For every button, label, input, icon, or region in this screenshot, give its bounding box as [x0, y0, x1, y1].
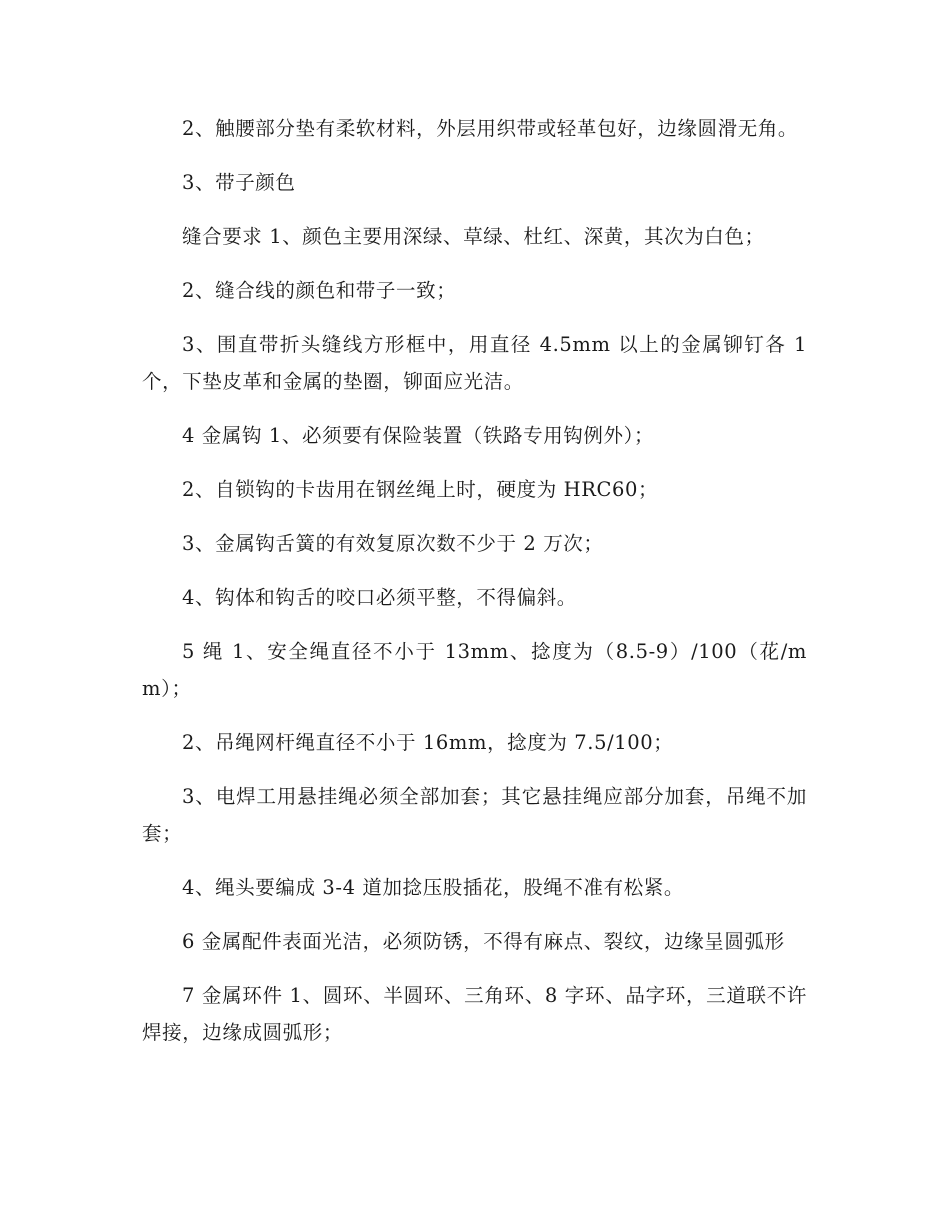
paragraph: 3、带子颜色 — [182, 171, 296, 194]
paragraph: 6 金属配件表面光洁，必须防锈，不得有麻点、裂纹，边缘呈圆弧形 — [182, 930, 785, 953]
paragraph: 4、绳头要编成 3-4 道加捻压股插花，股绳不准有松紧。 — [182, 876, 685, 899]
paragraph: 4、钩体和钩舌的咬口必须平整，不得偏斜。 — [182, 586, 577, 609]
paragraph: 3、金属钩舌簧的有效复原次数不少于 2 万次； — [182, 532, 604, 555]
paragraph: 3、围直带折头缝线方形框中，用直径 4.5mm 以上的金属铆钉各 1 个，下垫皮革和金属的垫圈，铆面应光洁。 — [142, 333, 807, 393]
paragraph: 7 金属环件 1、圆环、半圆环、三角环、8 字环、品字环，三道联不许焊接，边缘成圆弧形； — [142, 984, 807, 1044]
paragraph: 5 绳 1、安全绳直径不小于 13mm、捻度为（8.5-9）/100（花/mm）； — [142, 640, 807, 700]
paragraph: 2、缝合线的颜色和带子一致； — [182, 279, 457, 302]
paragraph: 4 金属钩 1、必须要有保险装置（铁路专用钩例外）； — [182, 424, 655, 447]
paragraph: 2、触腰部分垫有柔软材料，外层用织带或轻革包好，边缘圆滑无角。 — [182, 117, 799, 140]
document-body — [142, 110, 807, 1068]
paragraph: 缝合要求 1、颜色主要用深绿、草绿、杜红、深黄，其次为白色； — [182, 225, 765, 248]
paragraph: 2、自锁钩的卡齿用在钢丝绳上时，硬度为 HRC60； — [182, 478, 659, 501]
paragraph: 2、吊绳网杆绳直径不小于 16mm，捻度为 7.5/100； — [182, 731, 674, 754]
paragraph: 3、电焊工用悬挂绳必须全部加套；其它悬挂绳应部分加套，吊绳不加套； — [142, 785, 807, 845]
